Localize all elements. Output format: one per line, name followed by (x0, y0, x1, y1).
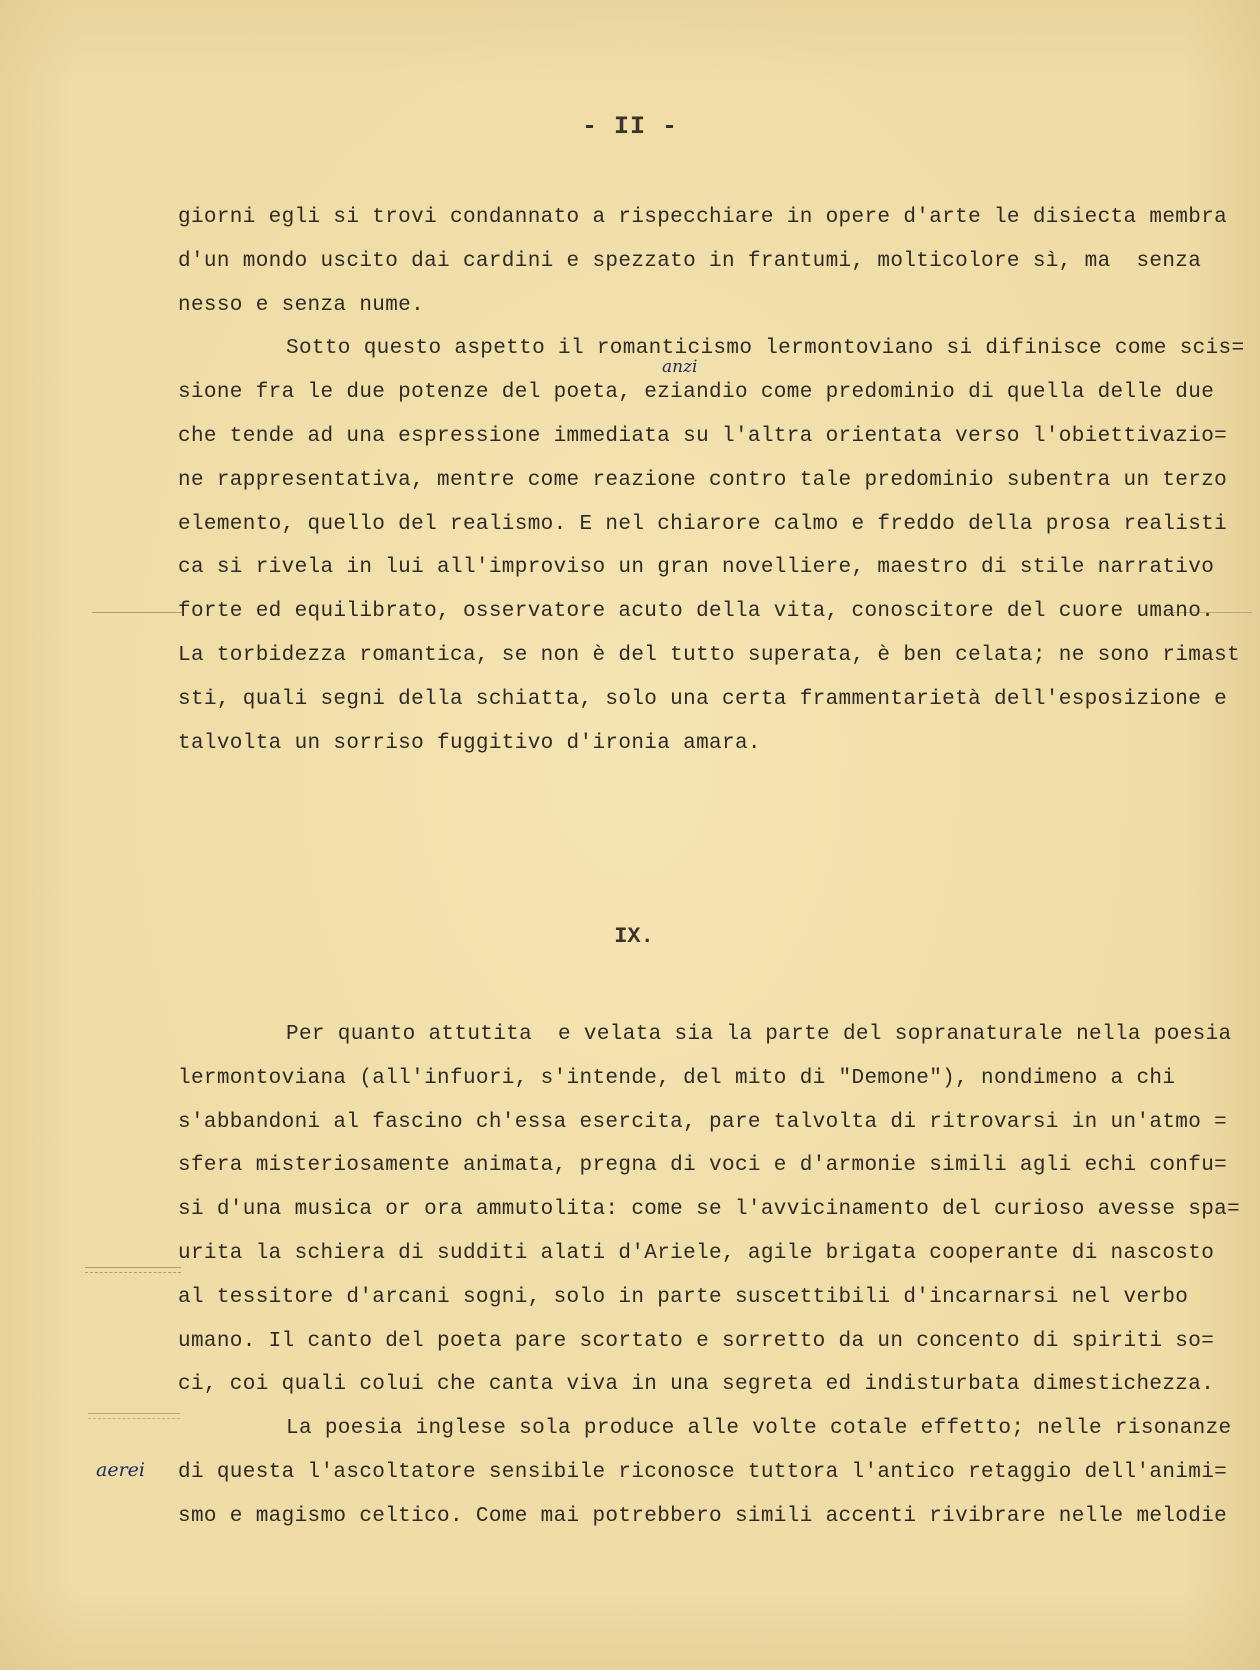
pencil-margin-mark (92, 612, 184, 613)
pencil-margin-mark (85, 1267, 181, 1268)
text-line: ci, coi quali colui che canta viva in una segreta ed indisturbata dimestichezza. (178, 1373, 1215, 1397)
text-line: urita la schiera di sudditi alati d'Ariele, agile brigata cooperante di nascosto (178, 1241, 1215, 1265)
text-line: lermontoviana (all'infuori, s'intende, del mito di "Demone"), nondimeno a chi (178, 1066, 1176, 1090)
text-line: smo e magismo celtico. Come mai potrebbero simili accenti rivibrare nelle melodie (178, 1504, 1228, 1528)
text-line: si d'una musica or ora ammutolita: come se l'avvicinamento del curioso avesse spa= (178, 1198, 1241, 1222)
text-line: La torbidezza romantica, se non è del tutto superata, è ben celata; ne sono rimast (178, 643, 1241, 667)
pencil-margin-mark (88, 1418, 180, 1419)
handwritten-annotation-aerei: aerei (96, 1459, 145, 1481)
section-heading: IX. (614, 924, 654, 949)
text-line: ne rappresentativa, mentre come reazione contro tale predominio subentra un terzo (178, 468, 1228, 492)
text-line: sione fra le due potenze del poeta, eziandio come predominio di quella delle due (178, 381, 1215, 405)
text-line: umano. Il canto del poeta pare scortato e sorretto da un concento di spiriti so= (178, 1329, 1215, 1353)
text-line: d'un mondo uscito dai cardini e spezzato in frantumi, molticolore sì, ma senza (178, 249, 1202, 273)
text-line: talvolta un sorriso fuggitivo d'ironia amara. (178, 731, 761, 755)
text-line: Per quanto attutita e velata sia la parte del sopranaturale nella poesia (286, 1023, 1232, 1046)
text-line: forte ed equilibrato, osservatore acuto della vita, conoscitore del cuore umano. (178, 600, 1215, 624)
text-line: ca si rivela in lui all'improviso un gran novelliere, maestro di stile narrativo (178, 556, 1215, 580)
handwritten-annotation-anzi: anzi (662, 357, 698, 377)
text-line: elemento, quello del realismo. E nel chiarore calmo e freddo della prosa realisti (178, 512, 1228, 536)
text-line: che tende ad una espressione immediata su l'altra orientata verso l'obiettivazio= (178, 424, 1228, 448)
text-line: nesso e senza nume. (178, 293, 425, 317)
pencil-margin-mark (85, 1272, 181, 1273)
paragraph-section-viii (178, 196, 1260, 765)
text-line: s'abbandoni al fascino ch'essa esercita, pare talvolta di ritrovarsi in un'atmo = (178, 1110, 1228, 1134)
page-number: - II - (581, 112, 678, 141)
text-line: giorni egli si trovi condannato a rispecchiare in opere d'arte le disiecta membra (178, 206, 1228, 229)
text-line: di questa l'ascoltatore sensibile riconosce tuttora l'antico retaggio dell'animi= (178, 1460, 1228, 1484)
text-line: sfera misteriosamente animata, pregna di voci e d'armonie simili agli echi confu= (178, 1154, 1228, 1178)
paragraph-section-ix (178, 1013, 1260, 1539)
pencil-margin-mark-right (1168, 612, 1252, 613)
text-line: sti, quali segni della schiatta, solo una certa frammentarietà dell'esposizione e (178, 687, 1228, 711)
text-line: La poesia inglese sola produce alle volte cotale effetto; nelle risonanze (286, 1417, 1232, 1441)
text-line: Sotto questo aspetto il romanticismo lermontoviano si difinisce come scis= (286, 337, 1245, 361)
pencil-margin-mark (88, 1413, 180, 1414)
text-line: al tessitore d'arcani sogni, solo in parte suscettibili d'incarnarsi nel verbo (178, 1285, 1189, 1309)
